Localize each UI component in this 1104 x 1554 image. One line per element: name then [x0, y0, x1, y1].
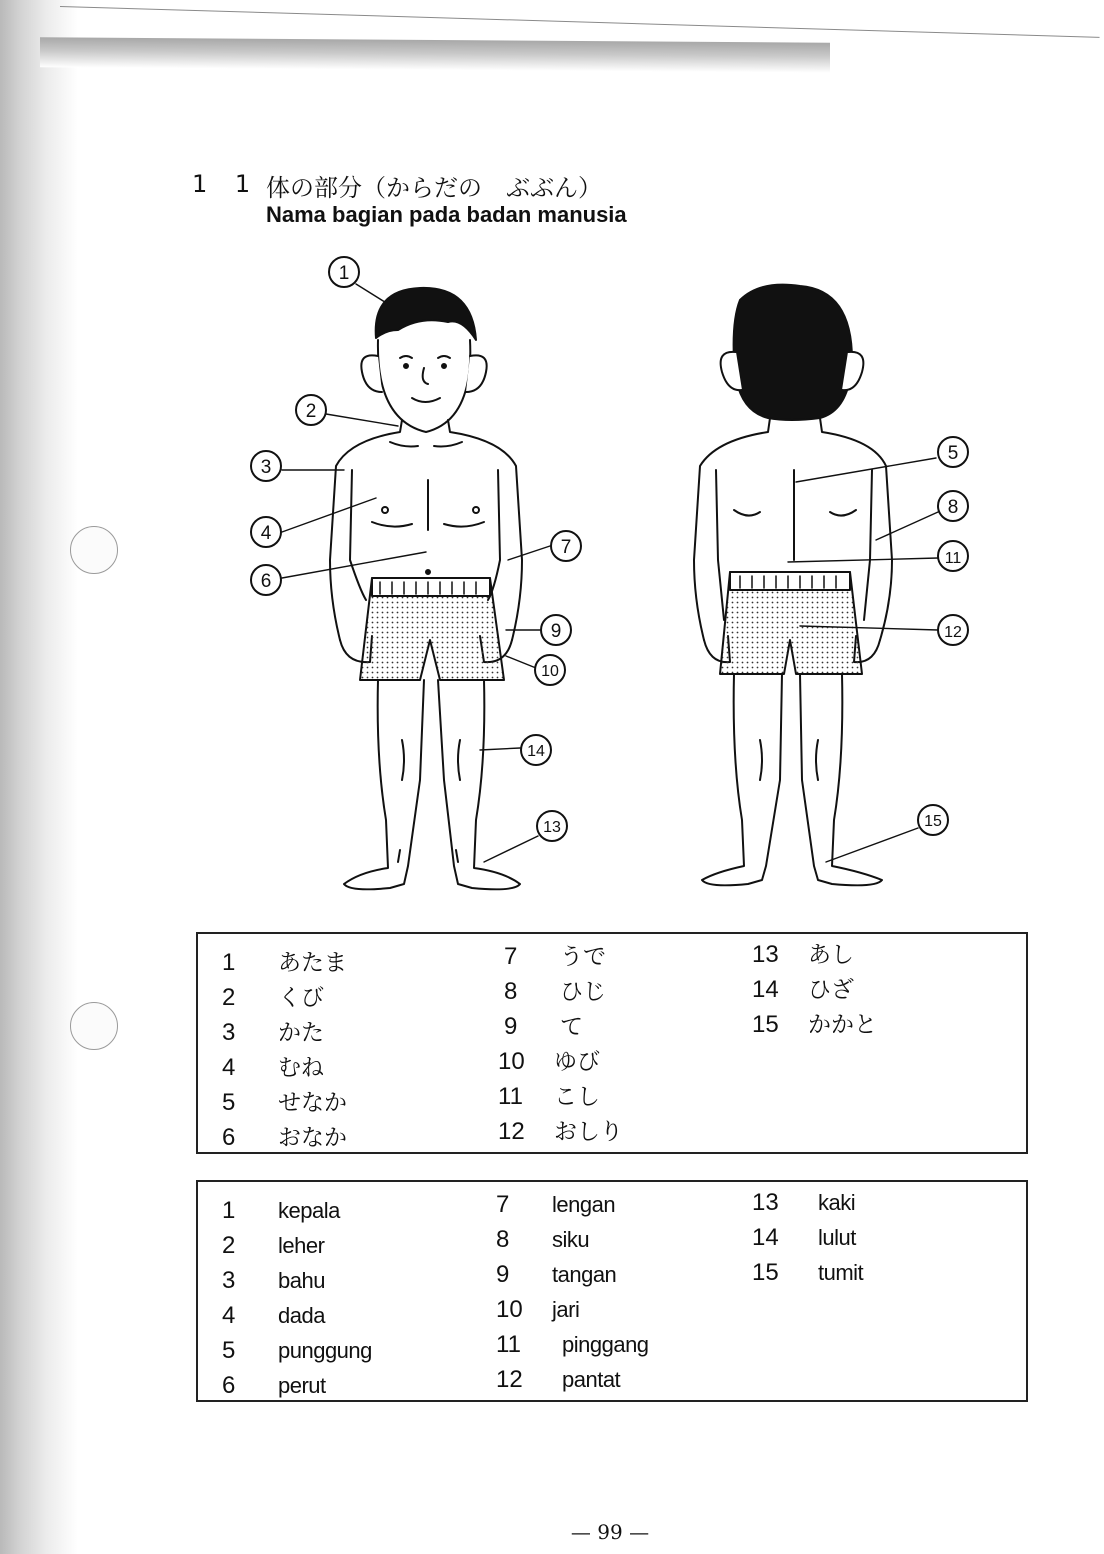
vocab-entry: 15 かかと — [752, 1011, 877, 1038]
vocab-entry: 7 うで — [504, 943, 606, 970]
vocab-entry: 14 lulut — [752, 1224, 856, 1251]
svg-text:12: 12 — [944, 624, 962, 641]
indonesian-vocabulary-box — [196, 1180, 1028, 1402]
vocab-entry: 12 pantat — [496, 1366, 621, 1393]
vocab-entry: 13 kaki — [752, 1189, 856, 1216]
svg-text:1: 1 — [338, 263, 350, 284]
vocab-entry: 6 perut — [222, 1372, 326, 1399]
svg-text:10: 10 — [541, 663, 559, 680]
vocab-entry: 10 ゆび — [498, 1048, 600, 1075]
vocab-entry: 2 くび — [222, 984, 324, 1011]
svg-text:4: 4 — [260, 523, 272, 544]
front-body-figure — [330, 288, 522, 889]
section-title-indonesian: Nama bagian pada badan manusia — [266, 202, 627, 227]
svg-text:3: 3 — [260, 457, 272, 478]
vocab-entry: 8 siku — [496, 1226, 590, 1253]
callout-11 — [938, 541, 968, 571]
vocab-entry: 13 あし — [752, 941, 854, 968]
callout-5 — [938, 437, 968, 467]
svg-text:11: 11 — [944, 550, 962, 567]
svg-text:8: 8 — [947, 497, 959, 518]
svg-text:5: 5 — [947, 443, 959, 464]
callout-4 — [251, 517, 281, 547]
svg-text:9: 9 — [550, 621, 562, 642]
svg-text:7: 7 — [560, 537, 572, 558]
callout-3 — [251, 451, 281, 481]
vocab-entry: 15 tumit — [752, 1259, 864, 1286]
callout-1 — [329, 257, 359, 287]
japanese-vocabulary-box — [196, 932, 1028, 1154]
vocab-entry: 14 ひざ — [752, 976, 854, 1003]
vocab-entry: 10 jari — [496, 1296, 580, 1323]
vocab-entry: 5 punggung — [222, 1337, 372, 1364]
vocab-entry: 11 こし — [498, 1083, 600, 1110]
vocab-entry: 7 lengan — [496, 1191, 616, 1218]
callout-12 — [938, 615, 968, 645]
section-number: 1 1 — [192, 170, 261, 198]
vocab-entry: 3 bahu — [222, 1267, 325, 1294]
vocab-entry: 6 おなか — [222, 1124, 347, 1151]
vocab-entry: 9 tangan — [496, 1261, 617, 1288]
vocab-entry: 4 むね — [222, 1054, 324, 1081]
callout-13 — [537, 811, 567, 841]
back-body-figure — [694, 285, 892, 886]
vocab-entry: 3 かた — [222, 1019, 324, 1046]
vocab-entry: 5 せなか — [222, 1089, 347, 1116]
svg-text:2: 2 — [305, 401, 317, 422]
svg-text:13: 13 — [543, 819, 561, 836]
vocab-entry: 9 て — [504, 1013, 583, 1040]
section-title-japanese: 体の部分（からだの ぶぶん） — [266, 174, 602, 202]
callout-6 — [251, 565, 281, 595]
svg-text:15: 15 — [924, 813, 942, 830]
vocab-entry: 4 dada — [222, 1302, 325, 1329]
callout-7 — [551, 531, 581, 561]
callout-15 — [918, 805, 948, 835]
vocab-entry: 2 leher — [222, 1232, 325, 1259]
callout-8 — [938, 491, 968, 521]
vocab-entry: 8 ひじ — [504, 978, 606, 1005]
vocab-entry: 12 おしり — [498, 1118, 623, 1145]
page-number: — 99 — — [570, 1520, 650, 1544]
callout-10 — [535, 655, 565, 685]
svg-text:6: 6 — [260, 571, 272, 592]
svg-text:14: 14 — [527, 743, 545, 760]
vocab-entry: 11 pinggang — [496, 1331, 649, 1358]
callout-2 — [296, 395, 326, 425]
callout-14 — [521, 735, 551, 765]
vocab-entry: 1 あたま — [222, 949, 347, 976]
vocab-entry: 1 kepala — [222, 1197, 340, 1224]
callout-9 — [541, 615, 571, 645]
punch-hole — [70, 1002, 118, 1050]
